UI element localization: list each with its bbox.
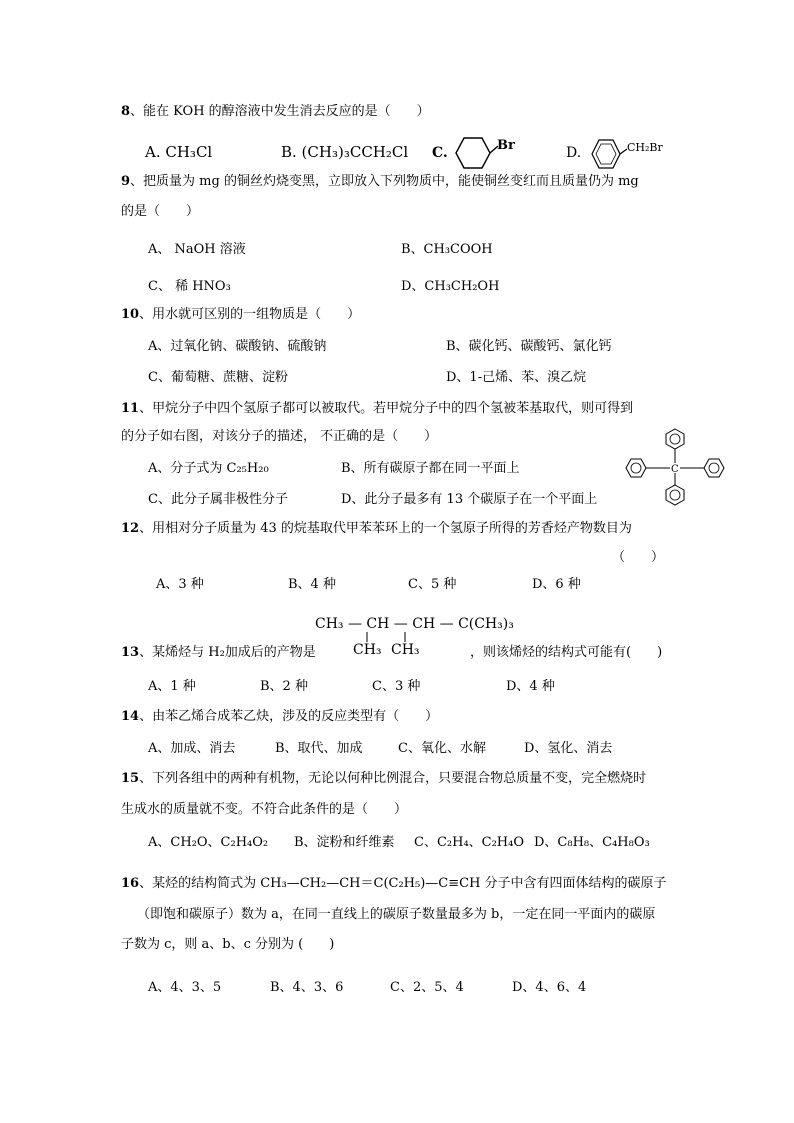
q8-benzyl-bromide-structure xyxy=(590,137,670,173)
question-15-stem xyxy=(121,772,646,785)
q12-option-b: B、4 种 xyxy=(288,577,336,592)
q9-option-d: D、CH₃CH₂OH xyxy=(401,279,500,294)
question-number: 16 xyxy=(121,876,140,891)
question-11-stem xyxy=(121,402,633,415)
q15-option-d: D、C₈H₈、C₄H₈O₃ xyxy=(534,835,650,850)
q9-option-c: C、 稀 HNO₃ xyxy=(148,279,231,294)
q11-option-a: A、分子式为 C₂₅H₂₀ xyxy=(148,461,269,476)
bromo-label: Br xyxy=(497,138,515,153)
question-number: 12 xyxy=(121,521,140,536)
q8-option-c: C. xyxy=(432,145,448,161)
q14-option-c: C、氧化、水解 xyxy=(398,741,486,756)
question-number: 10 xyxy=(121,307,140,322)
question-13-stem xyxy=(121,646,316,659)
question-text: 、把质量为 mg 的铜丝灼烧变黑，立即放入下列物质中，能使铜丝变红而且质量仍为 mg xyxy=(130,174,639,189)
q13-option-c: C、3 种 xyxy=(372,679,421,694)
q14-option-a: A、加成、消去 xyxy=(148,741,236,756)
q13-option-d: D、4 种 xyxy=(506,679,555,694)
q10-option-d: D、1-己烯、苯、溴乙烷 xyxy=(446,370,587,385)
question-15-stem-line2: 生成水的质量就不变。不符合此条件的是（ ） xyxy=(121,802,408,817)
q16-option-a: A、4、3、5 xyxy=(148,980,222,995)
question-number: 9 xyxy=(121,174,131,189)
q11-tetraphenylmethane-structure xyxy=(620,425,730,515)
q14-option-d: D、氢化、消去 xyxy=(524,741,613,756)
central-carbon-label: C xyxy=(671,464,679,475)
main-chain-label: CH₃ — CH — CH — C(CH₃)₃ xyxy=(315,616,514,632)
question-text: 、用水就可区别的一组物质是（ ） xyxy=(139,307,361,322)
q12-option-a: A、3 种 xyxy=(156,577,204,592)
question-14-stem xyxy=(121,710,438,723)
q14-option-b: B、取代、加成 xyxy=(275,741,363,756)
q8-cyclohexyl-bromide-structure xyxy=(452,132,522,172)
question-16-stem xyxy=(121,877,667,890)
question-text: 、某烯烃与 H₂加成后的产物是 xyxy=(139,645,316,660)
q12-option-c: C、5 种 xyxy=(408,577,457,592)
q15-option-b: B、淀粉和纤维素 xyxy=(294,835,395,850)
q11-option-b: B、所有碳原子都在同一平面上 xyxy=(341,461,520,476)
question-number: 14 xyxy=(121,709,140,724)
question-16-stem-line3: 子数为 c，则 a、b、c 分别为 ( ) xyxy=(121,937,335,952)
q10-option-a: A、过氧化钠、碳酸钠、硫酸钠 xyxy=(148,339,327,354)
q16-option-c: C、2、5、4 xyxy=(390,980,464,995)
question-number: 11 xyxy=(121,401,140,416)
q11-option-c: C、此分子属非极性分子 xyxy=(148,492,288,507)
question-text: 、甲烷分子中四个氢原子都可以被取代。若甲烷分子中的四个氢被苯基取代，则可得到 xyxy=(139,401,634,416)
q8-option-d: D. xyxy=(566,145,582,161)
question-text: 、下列各组中的两种有机物，无论以何种比例混合，只要混合物总质量不变，完全燃烧时 xyxy=(139,771,647,786)
question-text: 、能在 KOH 的醇溶液中发生消去反应的是（ ） xyxy=(130,104,430,119)
question-9-stem xyxy=(121,175,639,188)
question-text: 、由苯乙烯合成苯乙炔，涉及的反应类型有（ ） xyxy=(139,709,439,724)
question-number: 8 xyxy=(121,104,131,119)
q12-option-d: D、6 种 xyxy=(532,577,581,592)
question-8-stem xyxy=(121,105,430,118)
question-number: 15 xyxy=(121,771,140,786)
q16-option-d: D、4、6、4 xyxy=(512,980,587,995)
q15-option-a: A、CH₂O、C₂H₄O₂ xyxy=(148,835,269,850)
q11-option-d: D、此分子最多有 13 个碳原子在一个平面上 xyxy=(341,492,598,507)
question-9-stem-line2: 的是（ ） xyxy=(121,204,200,219)
q10-option-c: C、葡萄糖、蔗糖、淀粉 xyxy=(148,370,288,385)
question-13-stem-tail: ，则该烯烃的结构式可能有( ) xyxy=(470,645,663,660)
q9-option-b: B、CH₃COOH xyxy=(401,242,493,257)
question-number: 13 xyxy=(121,645,140,660)
q10-option-b: B、碳化钙、碳酸钙、氯化钙 xyxy=(446,339,612,354)
question-11-stem-line2: 的分子如右图，对该分子的描述， 不正确的是（ ） xyxy=(121,429,438,444)
question-text: 、某烃的结构简式为 CH₃—CH₂—CH＝C(C₂H₅)—C≡CH 分子中含有四面体结构的碳原子 xyxy=(139,876,667,891)
q8-option-a: A. CH₃Cl xyxy=(145,143,213,161)
question-12-answer-bracket: （ ） xyxy=(612,550,665,565)
q13-option-a: A、1 种 xyxy=(148,679,196,694)
q8-option-b: B. (CH₃)₃CCH₂Cl xyxy=(281,143,409,161)
question-16-stem-line2: （即饱和碳原子）数为 a，在同一直线上的碳原子数量最多为 b，一定在同一平面内的碳原 xyxy=(137,907,656,922)
q9-option-a: A、 NaOH 溶液 xyxy=(148,242,246,257)
methyl-sub-1: CH₃ xyxy=(353,642,382,658)
question-text: 、用相对分子质量为 43 的烷基取代甲苯苯环上的一个氢原子所得的芳香烃产物数目为 xyxy=(139,521,632,536)
q13-option-b: B、2 种 xyxy=(260,679,308,694)
question-10-stem xyxy=(121,308,360,321)
ch2br-label: CH₂Br xyxy=(627,141,663,154)
q16-option-b: B、4、3、6 xyxy=(270,980,344,995)
q15-option-c: C、C₂H₄、C₂H₄O xyxy=(414,835,525,850)
methyl-sub-2: CH₃ xyxy=(391,642,420,658)
question-12-stem xyxy=(121,522,632,535)
